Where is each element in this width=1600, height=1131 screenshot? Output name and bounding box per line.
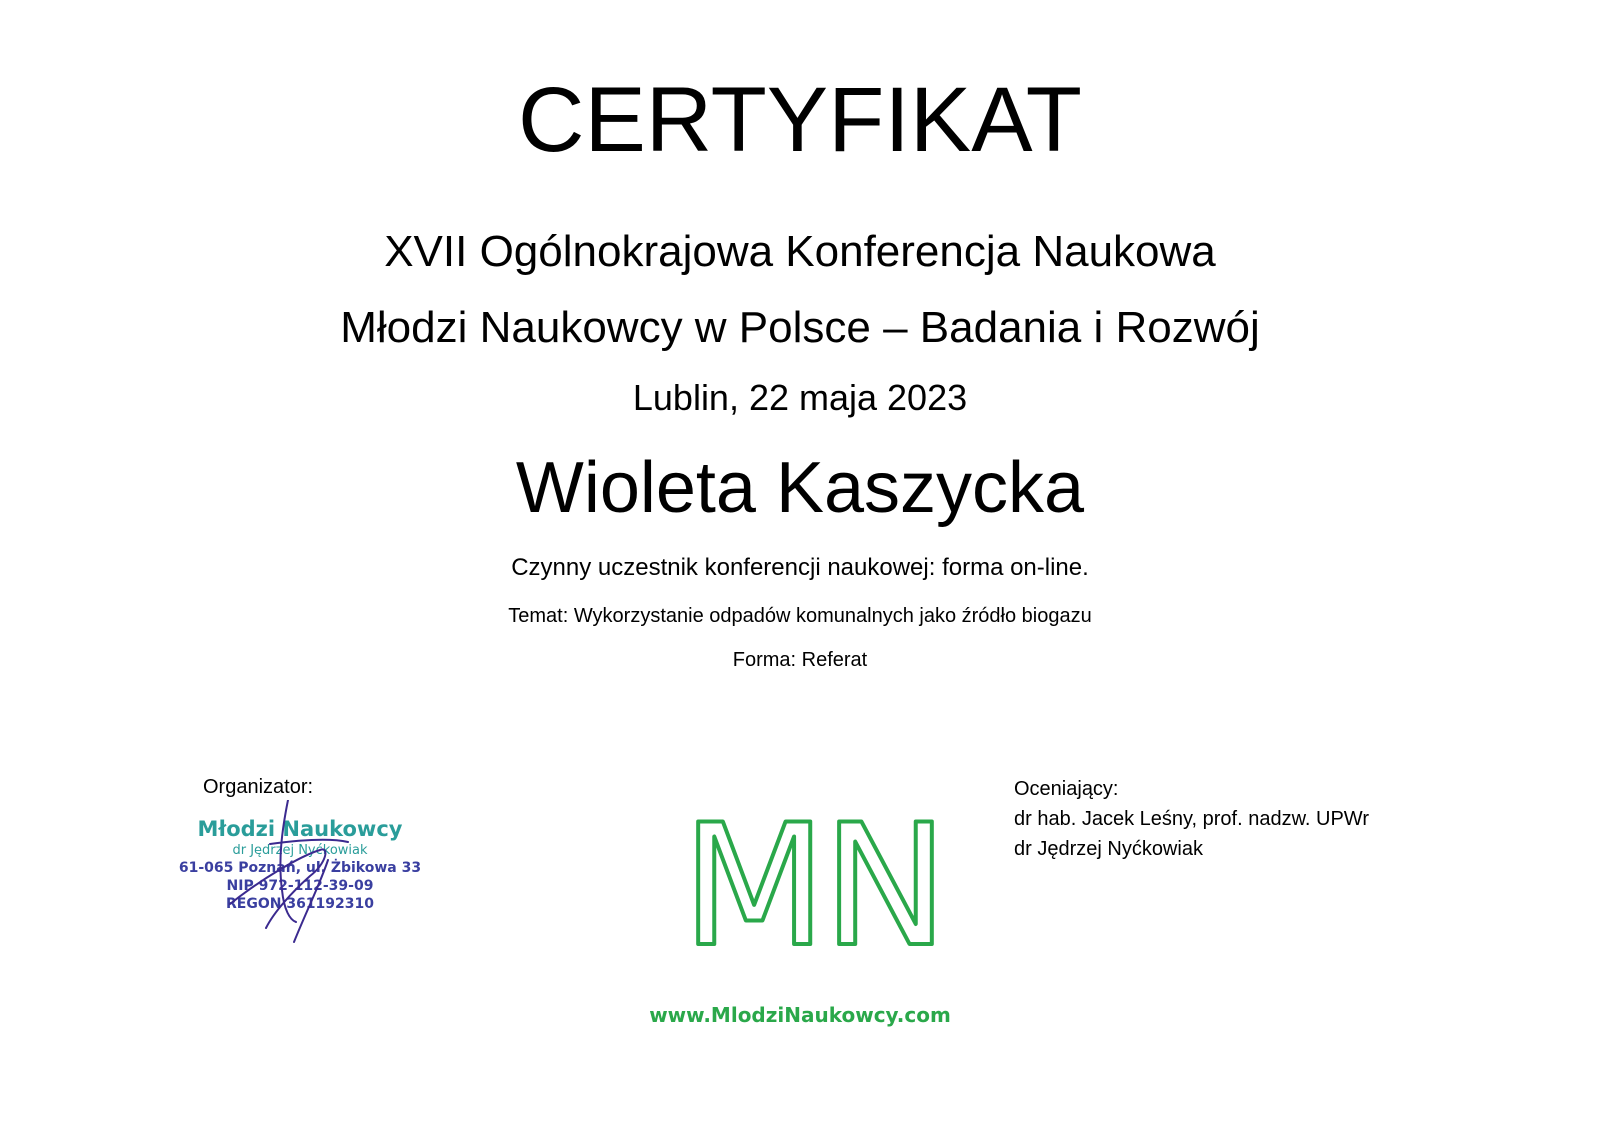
mn-logo-text: MN	[681, 816, 945, 956]
mn-logo	[678, 816, 948, 956]
stamp-address: 61-065 Poznań, ul. Żbikowa 33	[178, 860, 422, 876]
presentation-topic: Temat: Wykorzystanie odpadów komunalnych jako źródło biogazu	[508, 605, 1092, 627]
participant-name: Wioleta Kaszycka	[515, 448, 1085, 528]
participant-role: Czynny uczestnik konferencji naukowej: forma on-line.	[511, 554, 1089, 581]
reviewer-name: dr Jędrzej Nyćkowiak	[1014, 838, 1203, 860]
conference-name-line2: Młodzi Naukowcy w Polsce – Badania i Rozwój	[340, 303, 1260, 352]
reviewer-name: dr hab. Jacek Leśny, prof. nadzw. UPWr	[1014, 808, 1369, 830]
reviewers-block	[1014, 774, 1369, 864]
organizer-stamp	[170, 800, 430, 950]
reviewers-label: Oceniający:	[1014, 778, 1119, 800]
stamp-person: dr Jędrzej Nyćkowiak	[232, 843, 368, 858]
conference-name-line1: XVII Ogólnokrajowa Konferencja Naukowa	[384, 227, 1216, 276]
stamp-organization-name: Młodzi Naukowcy	[197, 817, 403, 841]
website-url: www.MlodziNaukowcy.com	[649, 1003, 951, 1027]
presentation-form: Forma: Referat	[732, 649, 868, 671]
conference-place-date: Lublin, 22 maja 2023	[632, 377, 968, 418]
stamp-nip: NIP 972-112-39-09	[226, 878, 374, 894]
stamp-regon: REGON 361192310	[226, 896, 374, 912]
certificate-title: CERTYFIKAT	[518, 69, 1082, 171]
organizer-label: Organizator:	[203, 776, 314, 798]
